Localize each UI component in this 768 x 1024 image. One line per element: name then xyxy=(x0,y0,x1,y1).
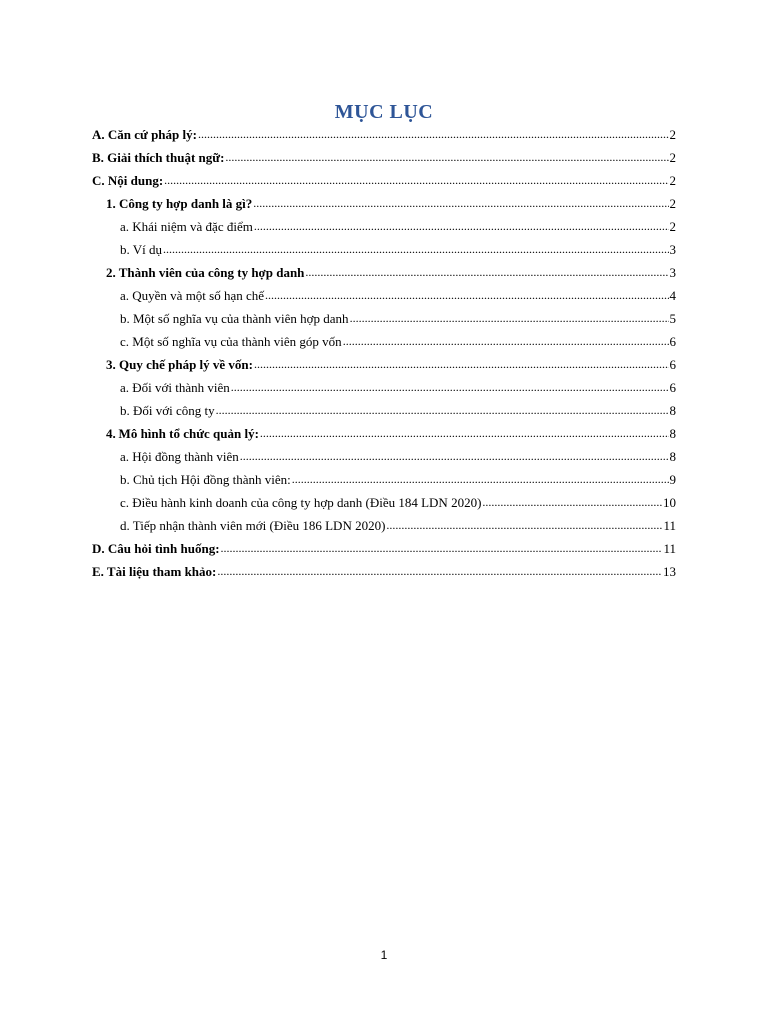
toc-page-number: 4 xyxy=(669,288,676,303)
toc-dot-leader xyxy=(305,262,668,282)
toc-title: MỤC LỤC xyxy=(334,101,434,123)
toc-entry-c[interactable] xyxy=(92,171,676,194)
toc-dot-leader xyxy=(217,561,662,581)
toc-page-number: 11 xyxy=(663,518,676,533)
toc-entry-c2a[interactable] xyxy=(92,286,676,309)
toc-entry-text: c. Điều hành kinh doanh của công ty hợp danh (Điều 184 LDN 2020) xyxy=(120,495,482,510)
toc-dot-leader xyxy=(164,170,668,190)
toc-dot-leader xyxy=(163,239,668,259)
toc-entry-c2b[interactable] xyxy=(92,309,676,332)
toc-entry-c4c[interactable] xyxy=(92,493,676,516)
toc-dot-leader xyxy=(216,400,669,420)
toc-page-number: 11 xyxy=(663,541,676,556)
toc-dot-leader xyxy=(221,538,663,558)
toc-dot-leader xyxy=(253,193,668,213)
toc-dot-leader xyxy=(343,331,669,351)
toc-entry-text: A. Căn cứ pháp lý: xyxy=(92,127,197,142)
toc-entry-text: C. Nội dung: xyxy=(92,173,164,188)
toc-page-number: 5 xyxy=(669,311,676,326)
toc-page-number: 2 xyxy=(669,219,676,234)
toc-dot-leader xyxy=(231,377,669,397)
toc-entry-c1b[interactable] xyxy=(92,240,676,263)
toc-entry-text: D. Câu hỏi tình huống: xyxy=(92,541,220,556)
toc-entry-c4d[interactable] xyxy=(92,516,676,539)
toc-entry-text: B. Giải thích thuật ngữ: xyxy=(92,150,225,165)
toc-entry-text: Mô hình tổ chức quản lý: xyxy=(118,426,259,441)
toc-entry-c3a[interactable] xyxy=(92,378,676,401)
toc-dot-leader xyxy=(292,469,669,489)
toc-entry-text: 1. Công ty hợp danh là gì? xyxy=(106,196,253,211)
toc-entry-b[interactable] xyxy=(92,148,676,171)
toc-entry-text: a. Hội đồng thành viên xyxy=(120,449,239,464)
toc-entry-c1a[interactable] xyxy=(92,217,676,240)
toc-entry-text: c. Một số nghĩa vụ của thành viên góp vốn xyxy=(120,334,342,349)
toc-entry-text: b. Đối với công ty xyxy=(120,403,215,418)
toc-entry-number: 4. xyxy=(106,426,116,441)
toc-dot-leader xyxy=(225,147,668,167)
toc-page-number: 8 xyxy=(669,426,676,441)
toc-dot-leader xyxy=(265,285,668,305)
toc-entry-c4[interactable] xyxy=(92,424,676,447)
toc-page-number: 6 xyxy=(669,334,676,349)
page-number: 1 xyxy=(380,948,388,962)
toc-entry-text: b. Chủ tịch Hội đồng thành viên: xyxy=(120,472,291,487)
toc-page-number: 6 xyxy=(669,380,676,395)
toc-dot-leader xyxy=(350,308,669,328)
toc-entry-c2[interactable] xyxy=(92,263,676,286)
toc-page-number: 2 xyxy=(669,127,676,142)
toc-entry-text: a. Đối với thành viên xyxy=(120,380,230,395)
toc-entry-c4a[interactable] xyxy=(92,447,676,470)
toc-page-number: 2 xyxy=(669,150,676,165)
toc-dot-leader xyxy=(198,124,669,144)
toc-entry-text: 3. Quy chế pháp lý về vốn: xyxy=(106,357,253,372)
toc-entry-text: E. Tài liệu tham khảo: xyxy=(92,564,217,579)
toc-page-number: 8 xyxy=(669,403,676,418)
toc-dot-leader xyxy=(482,492,662,512)
toc-entry-text: 2. Thành viên của công ty hợp danh xyxy=(106,265,305,280)
toc-page-number: 6 xyxy=(669,357,676,372)
toc-dot-leader xyxy=(254,354,669,374)
toc-page-number: 10 xyxy=(663,495,676,510)
toc-dot-leader xyxy=(386,515,662,535)
toc-page-number: 8 xyxy=(669,449,676,464)
toc-entry-text: b. Ví dụ xyxy=(120,242,163,257)
toc-entry-c4b[interactable] xyxy=(92,470,676,493)
toc-page-number: 9 xyxy=(669,472,676,487)
toc-entry-text: a. Khái niệm và đặc điểm xyxy=(120,219,253,234)
toc-dot-leader xyxy=(240,446,669,466)
toc-page-number: 13 xyxy=(663,564,676,579)
table-of-contents xyxy=(92,125,676,585)
toc-entry-d[interactable] xyxy=(92,539,676,562)
toc-entry-c3b[interactable] xyxy=(92,401,676,424)
toc-page-number: 2 xyxy=(669,173,676,188)
toc-entry-e[interactable] xyxy=(92,562,676,585)
toc-dot-leader xyxy=(260,423,669,443)
toc-dot-leader xyxy=(254,216,669,236)
toc-entry-a[interactable] xyxy=(92,125,676,148)
toc-entry-c3[interactable] xyxy=(92,355,676,378)
toc-entry-text: a. Quyền và một số hạn chế xyxy=(120,288,265,303)
toc-entry-text: b. Một số nghĩa vụ của thành viên hợp danh xyxy=(120,311,349,326)
toc-page-number: 3 xyxy=(669,265,676,280)
toc-entry-c1[interactable] xyxy=(92,194,676,217)
toc-page-number: 3 xyxy=(669,242,676,257)
toc-page-number: 2 xyxy=(669,196,676,211)
toc-entry-text: d. Tiếp nhận thành viên mới (Điều 186 LDN 2020) xyxy=(120,518,386,533)
toc-entry-c2c[interactable] xyxy=(92,332,676,355)
